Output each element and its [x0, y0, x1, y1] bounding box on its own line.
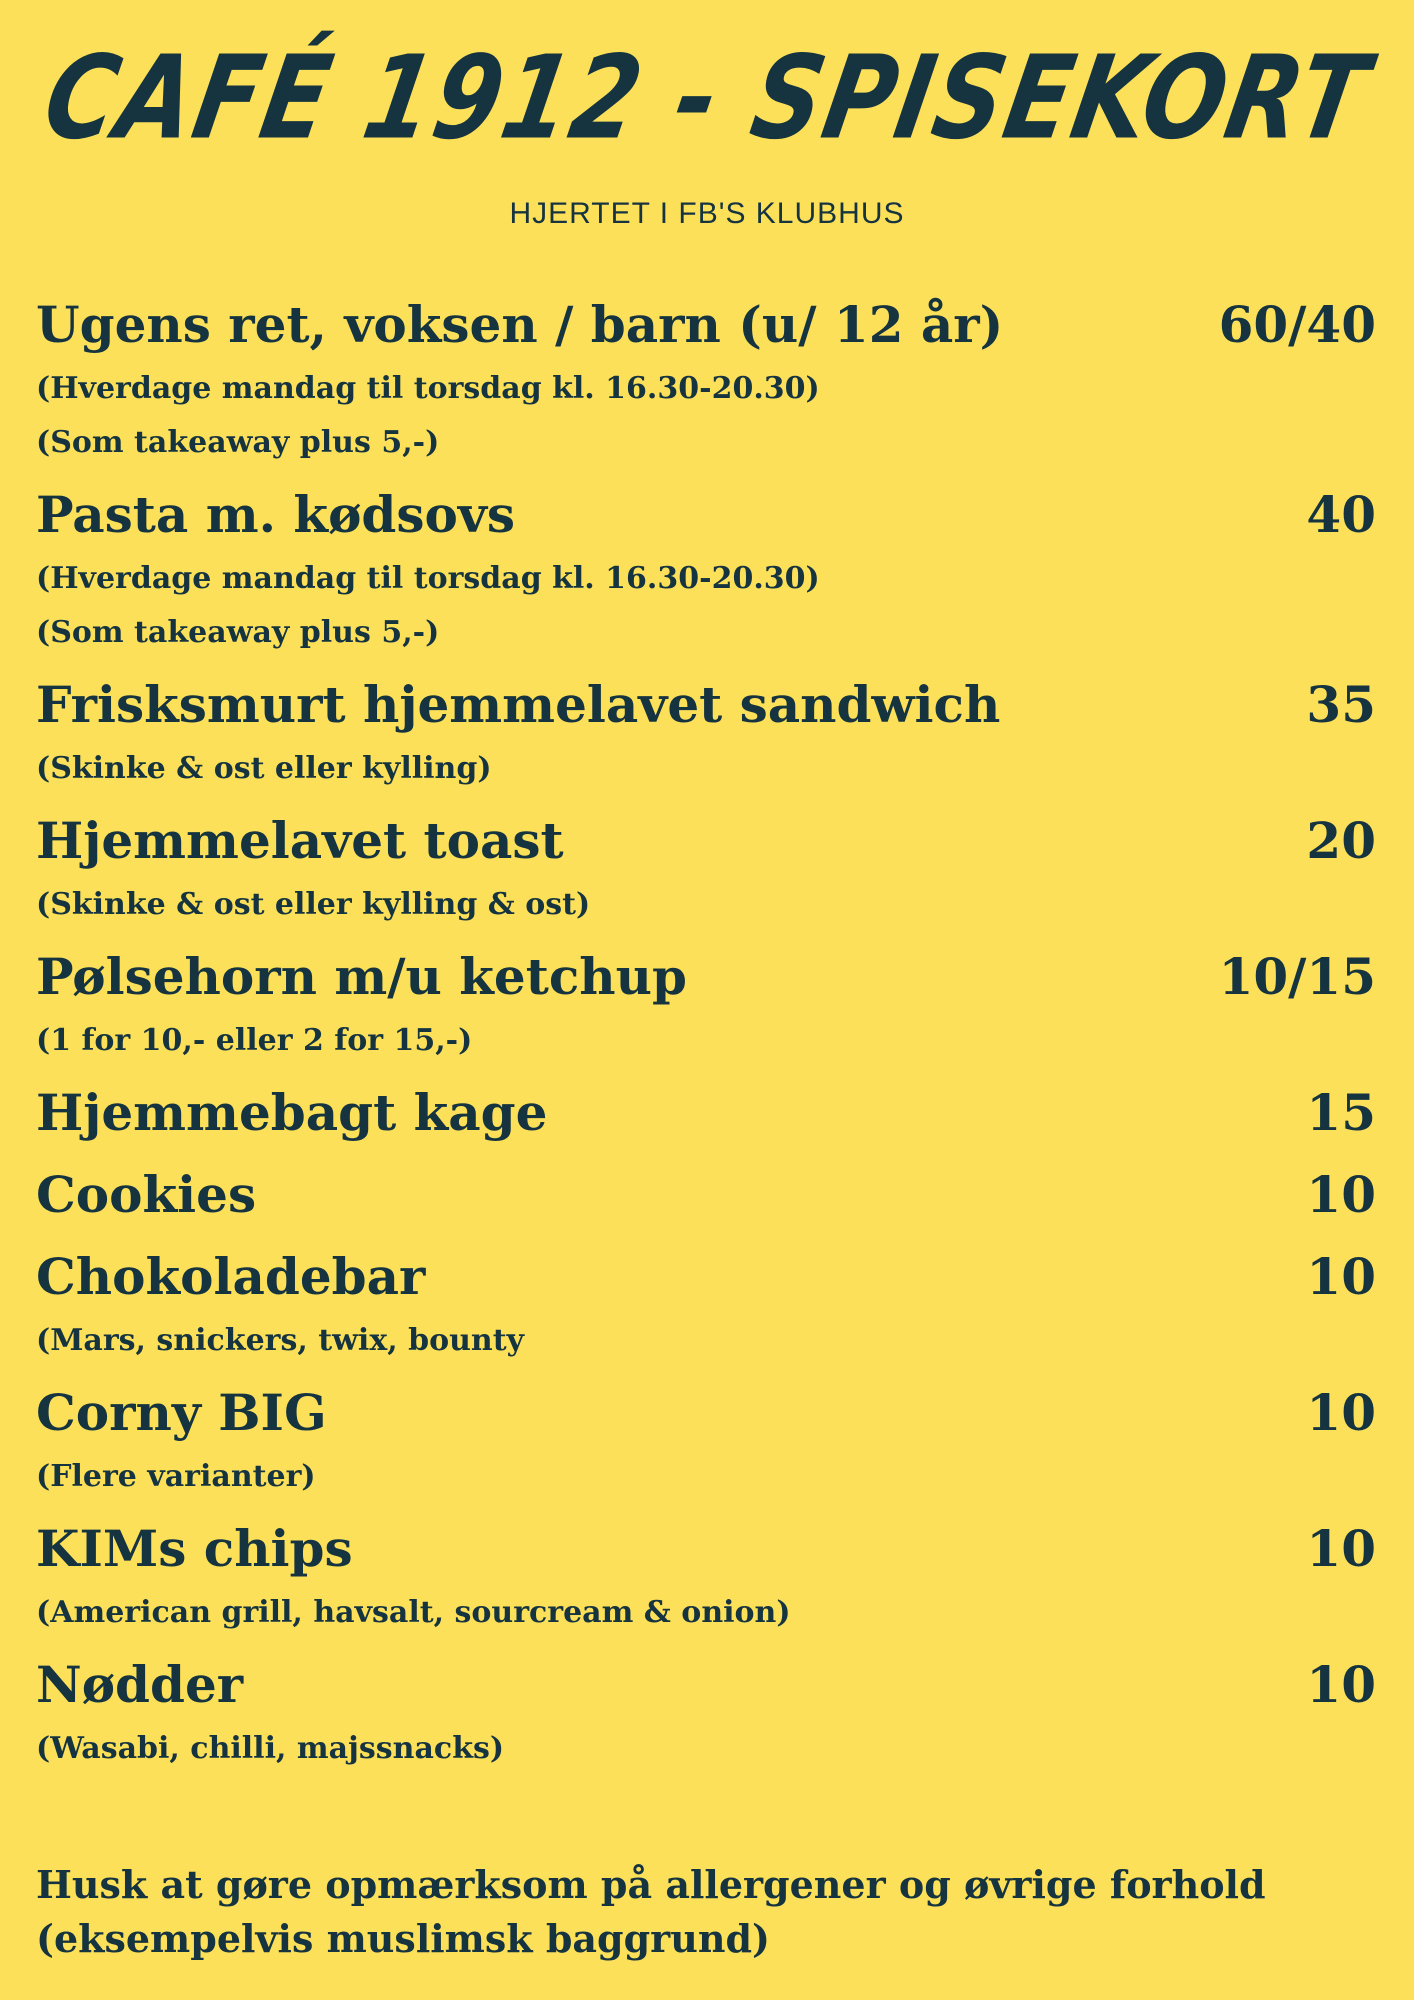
menu-list [36, 288, 1376, 1784]
menu-item-name: KIMs chips [36, 1519, 353, 1578]
menu-item [36, 1512, 1376, 1640]
menu-item-name: Pølsehorn m/u ketchup [36, 947, 687, 1006]
menu-item-note: (American grill, havsalt, sourcream & onion) [36, 1595, 791, 1630]
menu-item-row [36, 1648, 1376, 1722]
menu-item-price: 35 [1306, 675, 1376, 734]
menu-item [36, 1158, 1376, 1232]
menu-item-row [36, 1512, 1376, 1586]
menu-item-price: 40 [1306, 485, 1376, 544]
menu-item-note: (Skinke & ost eller kylling) [36, 751, 492, 786]
menu-item-row [36, 668, 1376, 742]
menu-item [36, 478, 1376, 660]
allergen-notice [36, 1858, 1376, 1966]
menu-item-price: 10 [1306, 1655, 1376, 1714]
menu-item-price: 15 [1306, 1083, 1376, 1142]
menu-item-row [36, 288, 1376, 362]
menu-item-row [36, 940, 1376, 1014]
allergen-notice-line-1: Husk at gøre opmærksom på allergener og øvrige forhold [36, 1862, 1266, 1907]
allergen-notice-line-2: (eksempelvis muslimsk baggrund) [36, 1916, 771, 1961]
menu-item-note: (Hverdage mandag til torsdag kl. 16.30-20.30) [36, 561, 820, 596]
menu-item [36, 940, 1376, 1068]
menu-item [36, 804, 1376, 932]
menu-item-row [36, 1158, 1376, 1232]
menu-item-name: Nødder [36, 1655, 244, 1714]
menu-item-price: 10 [1306, 1247, 1376, 1306]
menu-item-price: 60/40 [1218, 295, 1376, 354]
menu-item-note: (Flere varianter) [36, 1459, 316, 1494]
menu-item-row [36, 804, 1376, 878]
menu-subtitle: HJERTET I FB'S KLUBHUS [509, 197, 905, 230]
menu-item [36, 1376, 1376, 1504]
menu-item-note: (Skinke & ost eller kylling & ost) [36, 887, 591, 922]
menu-item-price: 20 [1306, 811, 1376, 870]
menu-item-price: 10/15 [1218, 947, 1376, 1006]
menu-item-row [36, 478, 1376, 552]
menu-item-price: 10 [1306, 1383, 1376, 1442]
menu-item-note: (Hverdage mandag til torsdag kl. 16.30-20.30) [36, 371, 820, 406]
menu-item-name: Chokoladebar [36, 1247, 426, 1306]
menu-item-row [36, 1240, 1376, 1314]
menu-item [36, 668, 1376, 796]
menu-item-price: 10 [1306, 1165, 1376, 1224]
menu-item-name: Corny BIG [36, 1383, 327, 1442]
menu-item-name: Hjemmelavet toast [36, 811, 564, 870]
menu-item-note: (Wasabi, chilli, majssnacks) [36, 1731, 505, 1766]
menu-item-name: Frisksmurt hjemmelavet sandwich [36, 675, 1001, 734]
menu-item-note: (Som takeaway plus 5,-) [36, 425, 440, 460]
menu-item-name: Hjemmebagt kage [36, 1083, 548, 1142]
menu-item-name: Ugens ret, voksen / barn (u/ 12 år) [36, 295, 1004, 354]
menu-item-name: Cookies [36, 1165, 257, 1224]
menu-item-name: Pasta m. kødsovs [36, 485, 516, 544]
menu-item-note: (Mars, snickers, twix, bounty [36, 1323, 524, 1358]
menu-item-price: 10 [1306, 1519, 1376, 1578]
menu-item-note: (1 for 10,- eller 2 for 15,-) [36, 1023, 473, 1058]
menu-item [36, 1648, 1376, 1776]
menu-item-row [36, 1376, 1376, 1450]
menu-item [36, 288, 1376, 470]
menu-item-note: (Som takeaway plus 5,-) [36, 615, 440, 650]
menu-item [36, 1240, 1376, 1368]
menu-item [36, 1076, 1376, 1150]
menu-title: CAFÉ 1912 - SPISEKORT [35, 30, 1379, 166]
menu-item-row [36, 1076, 1376, 1150]
